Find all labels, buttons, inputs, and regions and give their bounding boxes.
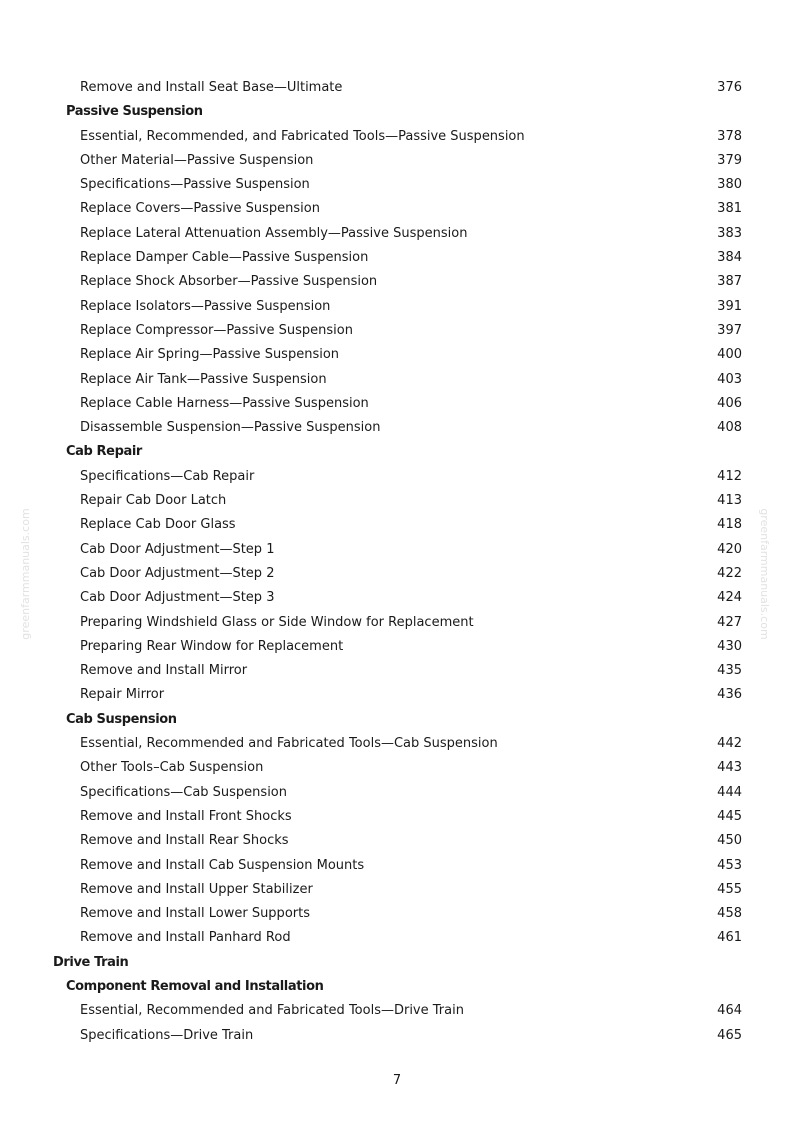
toc-entry-title: Passive Suspension [66, 104, 203, 120]
toc-entry-page: 413 [717, 493, 742, 509]
toc-entry [0, 416, 794, 440]
toc-entry-title: Replace Air Tank—Passive Suspension [80, 371, 327, 387]
toc-section-heading [0, 100, 794, 124]
toc-entry-page: 455 [717, 881, 742, 897]
toc-entry-title: Specifications—Drive Train [80, 1027, 254, 1043]
toc-section-heading [0, 440, 794, 464]
toc-entry-title: Remove and Install Lower Supports [80, 906, 310, 922]
toc-entry-page: 406 [717, 395, 742, 411]
toc-entry [0, 270, 794, 294]
toc-entry-page: 436 [717, 687, 742, 703]
toc-entry-page: 427 [717, 614, 742, 630]
toc-entry-page: 420 [717, 541, 742, 557]
toc-entry-page: 387 [717, 274, 742, 290]
toc-entry-page: 465 [717, 1027, 742, 1043]
toc-entry [0, 926, 794, 950]
toc-entry-page: 397 [717, 322, 742, 338]
toc-entry-title: Replace Air Spring—Passive Suspension [80, 347, 340, 363]
toc-entry-title: Remove and Install Cab Suspension Mounts [80, 857, 365, 873]
toc-entry-title: Preparing Rear Window for Replacement [80, 638, 344, 654]
toc-entry-page: 458 [717, 906, 742, 922]
toc-entry-title: Disassemble Suspension—Passive Suspension [80, 420, 381, 436]
toc-entry-page: 403 [717, 371, 742, 387]
toc-entry [0, 513, 794, 537]
watermark-left: greenfarmmanuals.com [19, 508, 32, 640]
toc-entry [0, 197, 794, 221]
toc-entry-page: 461 [717, 930, 742, 946]
page-number: 7 [392, 1073, 402, 1088]
toc-entry [0, 319, 794, 343]
toc-entry-page: 443 [717, 760, 742, 776]
toc-entry [0, 538, 794, 562]
toc-entry [0, 76, 794, 100]
toc-entry-title: Essential, Recommended and Fabricated Tools—Drive Train [80, 1003, 464, 1019]
toc-entry-title: Replace Damper Cable—Passive Suspension [80, 250, 369, 266]
toc-entry [0, 829, 794, 853]
toc-entry-page: 391 [717, 298, 742, 314]
toc-entry [0, 562, 794, 586]
toc-entry-title: Cab Door Adjustment—Step 2 [80, 565, 275, 581]
toc-entry [0, 149, 794, 173]
toc-entry-title: Component Removal and Installation [66, 978, 324, 994]
toc-entry-title: Replace Cable Harness—Passive Suspension [80, 395, 369, 411]
toc-entry-title: Replace Isolators—Passive Suspension [80, 298, 331, 314]
toc-entry [0, 489, 794, 513]
toc-entry [0, 732, 794, 756]
toc-entry [0, 125, 794, 149]
toc-entry [0, 683, 794, 707]
toc-entry-title: Remove and Install Panhard Rod [80, 930, 291, 946]
toc-entry-page: 450 [717, 833, 742, 849]
toc-entry-page: 381 [717, 201, 742, 217]
toc-entry-page: 418 [717, 517, 742, 533]
toc-entry-title: Remove and Install Upper Stabilizer [80, 881, 313, 897]
toc-entry [0, 368, 794, 392]
toc-entry [0, 878, 794, 902]
toc-entry-title: Drive Train [53, 954, 129, 970]
toc-entry [0, 343, 794, 367]
toc-entry-title: Other Tools–Cab Suspension [80, 760, 264, 776]
toc-entry [0, 246, 794, 270]
toc-entry-page: 379 [717, 152, 742, 168]
toc-entry-page: 380 [717, 177, 742, 193]
toc-entry [0, 465, 794, 489]
toc-entry-title: Cab Door Adjustment—Step 1 [80, 541, 275, 557]
watermark-right: greenfarmmanuals.com [758, 508, 771, 640]
toc-entry-title: Essential, Recommended and Fabricated Tools—Cab Suspension [80, 736, 498, 752]
toc-entry [0, 586, 794, 610]
toc-entry [0, 902, 794, 926]
toc-entry-title: Replace Covers—Passive Suspension [80, 201, 320, 217]
toc-entry-title: Remove and Install Rear Shocks [80, 833, 289, 849]
toc-entry [0, 1024, 794, 1048]
toc-entry-page: 384 [717, 250, 742, 266]
toc-entry-page: 445 [717, 808, 742, 824]
toc-entry-title: Replace Lateral Attenuation Assembly—Passive Suspension [80, 225, 468, 241]
toc-entry [0, 295, 794, 319]
toc-entry [0, 392, 794, 416]
toc-entry-title: Preparing Windshield Glass or Side Window for Replacement [80, 614, 474, 630]
toc-entry-title: Specifications—Cab Suspension [80, 784, 287, 800]
toc-entry-page: 422 [717, 565, 742, 581]
toc-entry [0, 756, 794, 780]
toc-entry-page: 435 [717, 663, 742, 679]
toc-entry-page: 408 [717, 420, 742, 436]
toc-entry-title: Essential, Recommended, and Fabricated Tools—Passive Suspension [80, 128, 525, 144]
toc-entry-title: Cab Repair [66, 444, 142, 460]
toc-entry-title: Other Material—Passive Suspension [80, 152, 314, 168]
toc-entry [0, 999, 794, 1023]
toc-entry-page: 453 [717, 857, 742, 873]
toc-entry [0, 173, 794, 197]
toc-entry-title: Repair Mirror [80, 687, 165, 703]
toc-entry-title: Cab Door Adjustment—Step 3 [80, 590, 275, 606]
toc-entry-page: 444 [717, 784, 742, 800]
toc-entry [0, 854, 794, 878]
toc-entry [0, 635, 794, 659]
toc-entry-page: 424 [717, 590, 742, 606]
toc-entry-title: Specifications—Cab Repair [80, 468, 255, 484]
toc-entry [0, 659, 794, 683]
toc-entry-title: Replace Cab Door Glass [80, 517, 236, 533]
toc-entry-page: 464 [717, 1003, 742, 1019]
toc-entry [0, 805, 794, 829]
toc-entry-title: Replace Compressor—Passive Suspension [80, 322, 353, 338]
toc-entry-page: 412 [717, 468, 742, 484]
toc-entry-page: 376 [717, 80, 742, 95]
toc-entry [0, 781, 794, 805]
toc-entry-title: Remove and Install Seat Base—Ultimate [80, 80, 343, 95]
toc-entry-title: Repair Cab Door Latch [80, 493, 227, 509]
toc-entry-page: 383 [717, 225, 742, 241]
toc-entry-page: 442 [717, 736, 742, 752]
toc-entry [0, 222, 794, 246]
table-of-contents [0, 76, 794, 1048]
toc-entry-page: 400 [717, 347, 742, 363]
toc-entry-page: 430 [717, 638, 742, 654]
toc-section-heading [0, 951, 794, 975]
toc-entry-title: Cab Suspension [66, 711, 177, 727]
toc-entry [0, 611, 794, 635]
toc-entry-title: Specifications—Passive Suspension [80, 177, 310, 193]
toc-entry-title: Remove and Install Front Shocks [80, 808, 292, 824]
toc-entry-title: Remove and Install Mirror [80, 663, 248, 679]
toc-section-heading [0, 708, 794, 732]
toc-section-heading [0, 975, 794, 999]
toc-entry-page: 378 [717, 128, 742, 144]
toc-entry-title: Replace Shock Absorber—Passive Suspension [80, 274, 378, 290]
